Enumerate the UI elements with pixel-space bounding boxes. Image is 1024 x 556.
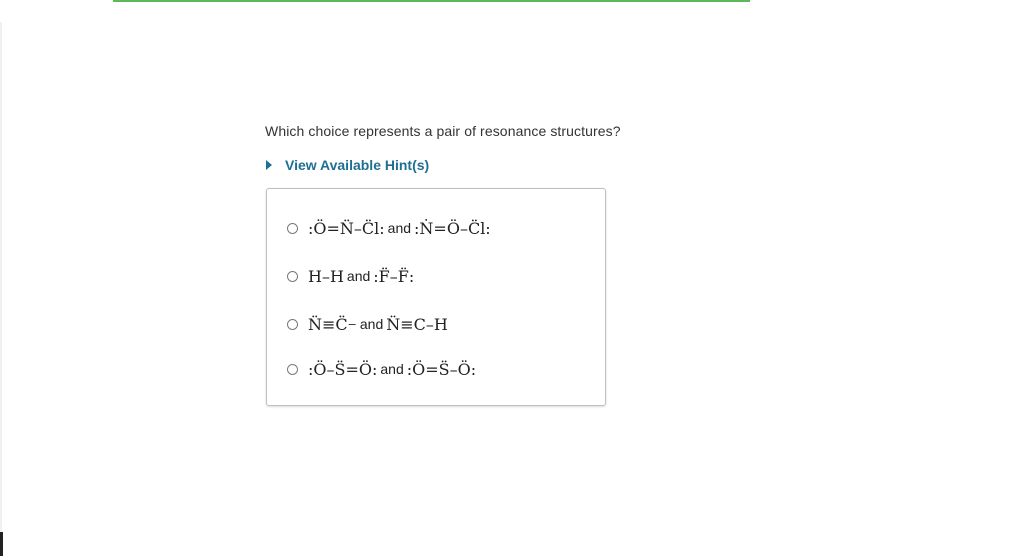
radio-button[interactable]: [287, 223, 298, 234]
choice-1-left-structure: :Ö=N̈–C̈l:: [308, 218, 385, 238]
choice-1-right-structure: :Ṅ=Ö–C̈l:: [414, 218, 491, 238]
left-edge-marker: [0, 532, 3, 556]
caret-right-icon: [266, 160, 272, 170]
choice-2-right-structure: :F̈–F̈:: [373, 266, 415, 286]
question-text: Which choice represents a pair of resonance structures?: [265, 123, 621, 139]
top-progress-bar: [113, 0, 750, 2]
choice-3-left-structure: N̈≡C̈: [308, 314, 348, 334]
choice-4-left-structure: :Ö–S̈=Ö:: [308, 359, 378, 379]
radio-button[interactable]: [287, 271, 298, 282]
radio-button[interactable]: [287, 364, 298, 375]
choice-3-joiner: and: [359, 316, 384, 332]
answer-choice-1[interactable]: [287, 216, 491, 240]
view-hints-toggle[interactable]: [266, 157, 429, 173]
choice-2-joiner: and: [346, 268, 371, 284]
choice-3-right-structure: N̈≡C–H: [386, 314, 448, 334]
left-edge: [0, 22, 2, 556]
choice-2-left-structure: H–H: [308, 266, 344, 286]
choice-4-right-structure: :Ö=S̈–Ö:: [406, 359, 477, 379]
choice-4-joiner: and: [380, 361, 404, 377]
radio-button[interactable]: [287, 319, 298, 330]
choice-3-charge: −: [347, 317, 357, 331]
answer-choice-4[interactable]: [287, 357, 476, 381]
answer-choice-2[interactable]: [287, 264, 414, 288]
answer-choice-3[interactable]: [287, 312, 448, 336]
answer-choices: [266, 188, 606, 406]
view-hints-link[interactable]: View Available Hint(s): [285, 157, 430, 173]
choice-1-joiner: and: [387, 220, 412, 236]
